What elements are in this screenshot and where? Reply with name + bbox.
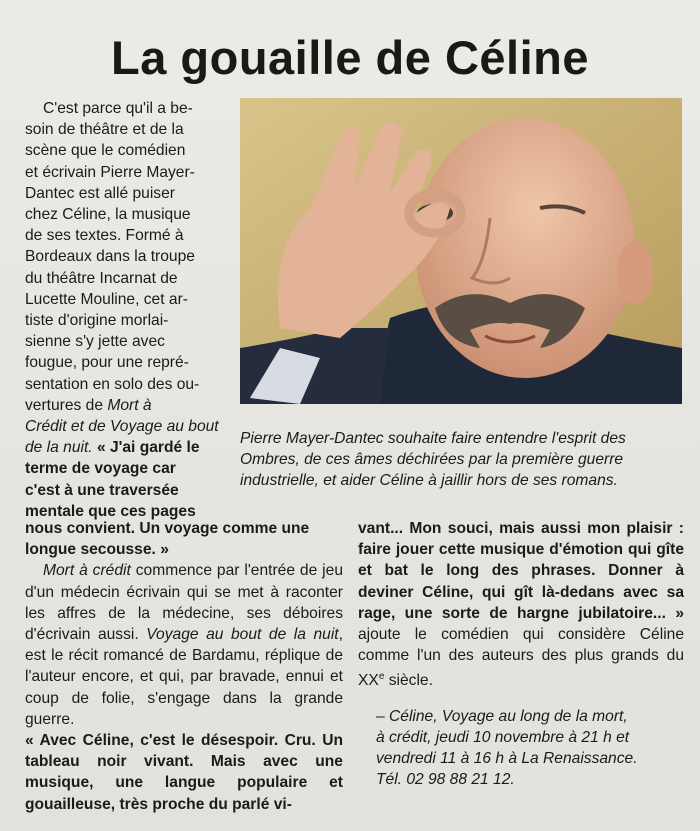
quote-span: vant... Mon souci, mais aussi mon plaisir : faire jouer cette musique d'émotion qui gîte et bat le long des phrases. Donner à deviner Céline, qui gît là-dedans avec sa rage, une sorte de hargne jubilatoire... »: [358, 520, 684, 622]
text-line: Lucette Mouline, cet ar-: [25, 290, 188, 308]
text-line: sentation en solo des ou-: [25, 375, 200, 393]
century-superscript: e: [378, 671, 385, 683]
article-left-column: [25, 98, 233, 522]
info-line: – Céline, Voyage au long de la mort,: [376, 707, 628, 725]
text-line: C'est parce qu'il a be-: [43, 100, 193, 117]
text-line: Dantec est allé puiser: [25, 184, 175, 202]
text-line: mentale que ces pages: [25, 502, 196, 520]
text-line: longue secousse. »: [25, 541, 169, 559]
text-line: Bordeaux dans la troupe: [25, 248, 195, 266]
event-info: [358, 706, 684, 791]
text-span: Crédit et de: [25, 418, 106, 436]
caption-line: Pierre Mayer-Dantec souhaite faire entendre l'esprit des: [240, 430, 626, 447]
text-span: , est le récit romancé de Bardamu, réplique de l'auteur encore, et qui, par bravade, ennui et coup de folie, s'engage dans la grande guerre.: [25, 626, 343, 728]
text-line: tiste d'origine morlai-: [25, 312, 169, 330]
book-title: Mort à crédit: [43, 562, 131, 580]
text-line: nous convient. Un voyage comme une: [25, 520, 310, 537]
text-line: c'est à une traversée: [25, 481, 179, 499]
paragraph: [358, 518, 684, 692]
book-title: Mort à: [107, 396, 152, 414]
text-line: soin de théâtre et de la: [25, 121, 184, 139]
paragraph: [25, 560, 343, 730]
text-line: scène que le comédien: [25, 142, 186, 160]
info-line: vendredi 11 à 16 h à La Renaissance.: [376, 750, 638, 768]
text-span: de la nuit.: [25, 439, 93, 457]
book-title: Voyage au bout de la nuit: [146, 626, 339, 644]
caption-line: industrielle, et aider Céline à jaillir hors de ses romans.: [240, 472, 618, 490]
text-line: [25, 416, 233, 437]
book-title: Voyage au bout: [109, 418, 219, 436]
text-line: de ses textes. Formé à: [25, 227, 184, 245]
text-span: ajoute le comédien qui considère Céline comme l'un des auteurs des plus grands du: [358, 626, 684, 665]
text-line: fougue, pour une repré-: [25, 354, 189, 372]
article-headline: La gouaille de Céline: [111, 31, 589, 84]
info-line: Tél. 02 98 88 21 12.: [376, 771, 515, 789]
caption-line: Ombres, de ces âmes déchirées par la première guerre: [240, 451, 624, 469]
portrait-illustration: [240, 98, 682, 404]
info-line: à crédit, jeudi 10 novembre à 21 h et: [376, 728, 630, 746]
article-right-column: [358, 518, 684, 790]
article-lower-left-column: [25, 518, 343, 815]
text-line: [25, 437, 233, 458]
text-line: sienne s'y jette avec: [25, 333, 165, 351]
text-span: commence par l'entrée de jeu d'un médecin écrivain qui se met à raconter les affres de la médecine, ses déboires d'écrivain aussi.: [25, 562, 343, 644]
text-span: vertures de: [25, 396, 104, 414]
text-line: terme de voyage car: [25, 460, 176, 478]
text-line: [25, 395, 233, 416]
photo-caption: [240, 428, 688, 492]
text-line: du théâtre Incarnat de: [25, 269, 178, 287]
quote-paragraph: « Avec Céline, c'est le désespoir. Cru. Un tableau noir vivant. Mais avec une musique, une langue populaire et gouailleuse, très proche du parlé vi-: [25, 732, 343, 813]
text-span: siècle.: [384, 672, 433, 690]
text-line: et écrivain Pierre Mayer-: [25, 163, 195, 181]
portrait-photo: [240, 98, 682, 404]
century-label: XX: [358, 672, 379, 690]
text-line: chez Céline, la musique: [25, 206, 191, 224]
quote-span: « J'ai gardé le: [96, 439, 200, 457]
